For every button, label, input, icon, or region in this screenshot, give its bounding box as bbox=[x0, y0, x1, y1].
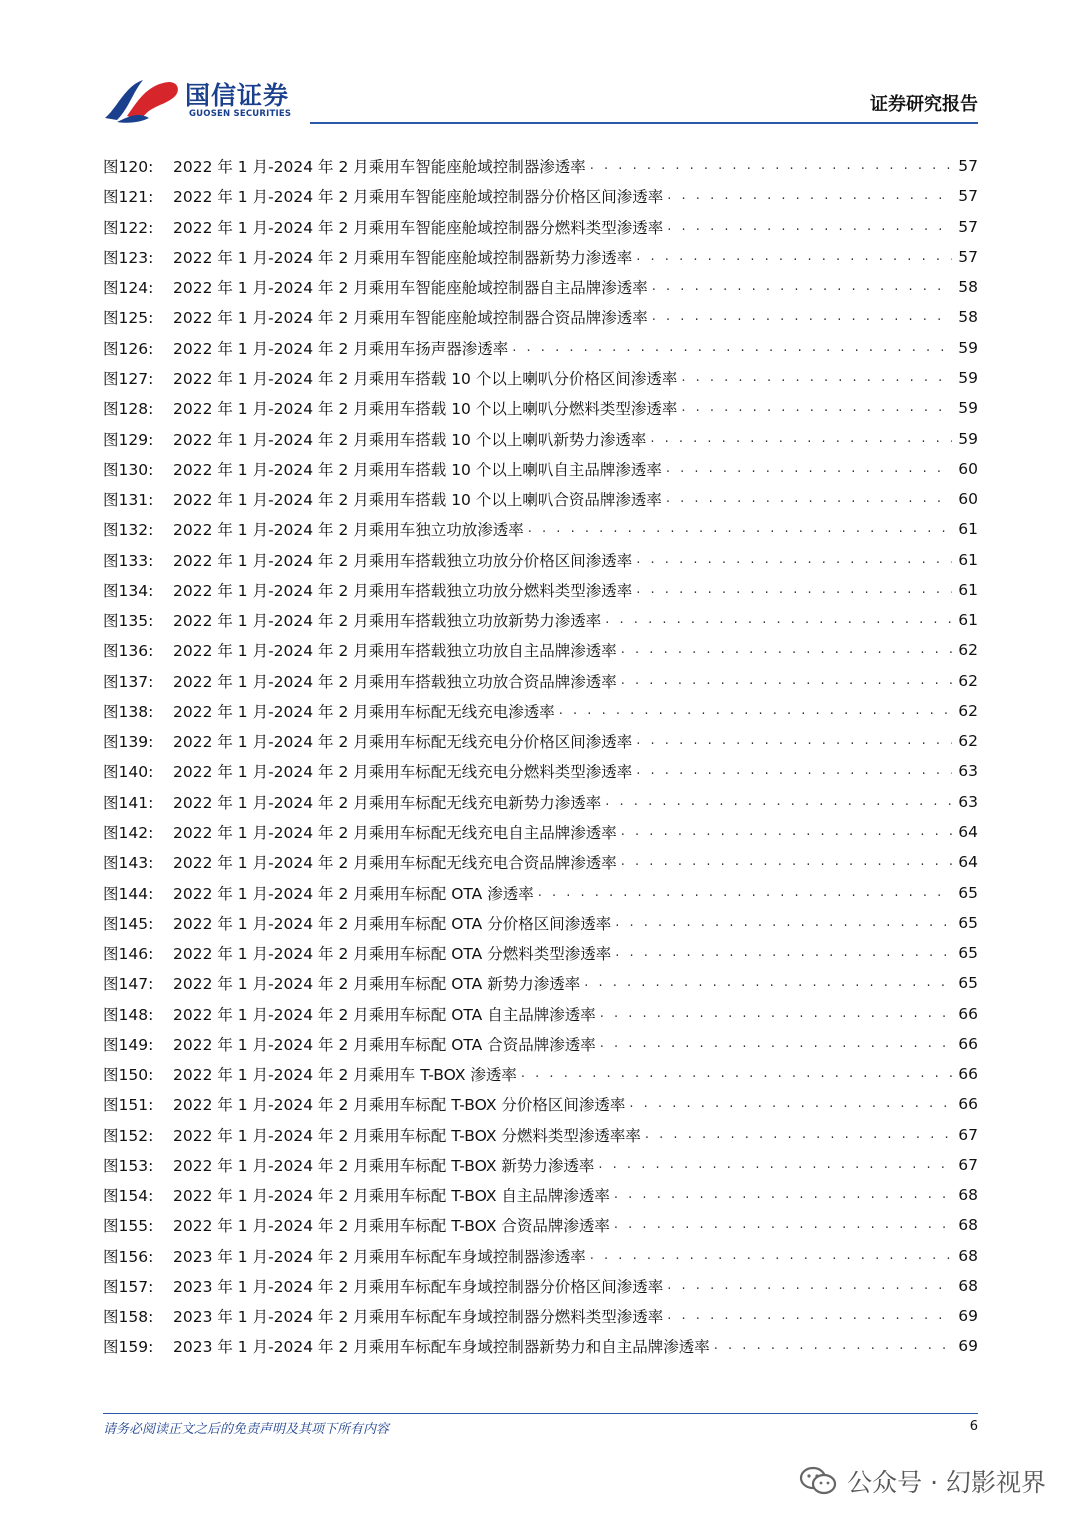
toc-page-number: 59 bbox=[958, 429, 978, 448]
toc-entry[interactable] bbox=[103, 212, 978, 242]
toc-figure-label: 图120: bbox=[103, 158, 154, 177]
toc-entry[interactable] bbox=[103, 454, 978, 484]
toc-figure-label: 图157: bbox=[103, 1277, 154, 1296]
toc-figure-title: 2022 年 1 月-2024 年 2 月乘用车标配无线充电渗透率 bbox=[173, 702, 555, 721]
toc-page-number: 58 bbox=[958, 308, 978, 327]
toc-figure-title: 2022 年 1 月-2024 年 2 月乘用车标配 OTA 自主品牌渗透率 bbox=[173, 1005, 596, 1024]
toc-figure-title: 2022 年 1 月-2024 年 2 月乘用车 T-BOX 渗透率 bbox=[173, 1066, 517, 1085]
toc-figure-label: 图125: bbox=[103, 309, 154, 328]
toc-figure-label: 图144: bbox=[103, 884, 154, 903]
toc-figure-label: 图141: bbox=[103, 793, 154, 812]
toc-entry[interactable] bbox=[103, 302, 978, 332]
toc-figure-title: 2022 年 1 月-2024 年 2 月乘用车搭载 10 个以上喇叭合资品牌渗透率 bbox=[173, 491, 662, 510]
toc-figure-label: 图131: bbox=[103, 491, 154, 510]
logo-text-cn: 国信证券 bbox=[185, 81, 290, 110]
toc-page-number: 68 bbox=[958, 1276, 978, 1295]
toc-entry[interactable] bbox=[103, 1029, 978, 1059]
toc-entry[interactable] bbox=[103, 575, 978, 605]
toc-figure-label: 图148: bbox=[103, 1005, 154, 1024]
toc-figure-label: 图158: bbox=[103, 1308, 154, 1327]
toc-dot-leader bbox=[681, 370, 952, 386]
toc-entry[interactable] bbox=[103, 514, 978, 544]
toc-page-number: 65 bbox=[958, 944, 978, 963]
toc-figure-title: 2022 年 1 月-2024 年 2 月乘用车搭载独立功放分燃料类型渗透率 bbox=[173, 581, 633, 600]
toc-figure-title: 2022 年 1 月-2024 年 2 月乘用车标配 T-BOX 新势力渗透率 bbox=[173, 1156, 595, 1175]
footer-divider bbox=[103, 1413, 978, 1414]
toc-figure-title: 2022 年 1 月-2024 年 2 月乘用车标配 OTA 渗透率 bbox=[173, 884, 534, 903]
toc-dot-leader bbox=[598, 1157, 952, 1173]
toc-figure-label: 图140: bbox=[103, 763, 154, 782]
toc-page-number: 64 bbox=[958, 822, 978, 841]
toc-dot-leader bbox=[590, 1248, 952, 1264]
toc-figure-label: 图136: bbox=[103, 642, 154, 661]
toc-figure-label: 图132: bbox=[103, 521, 154, 540]
toc-page-number: 67 bbox=[958, 1155, 978, 1174]
toc-figure-title: 2022 年 1 月-2024 年 2 月乘用车智能座舱域控制器自主品牌渗透率 bbox=[173, 279, 648, 298]
toc-dot-leader bbox=[615, 945, 952, 961]
toc-entry[interactable] bbox=[103, 756, 978, 786]
toc-dot-leader bbox=[621, 824, 952, 840]
toc-entry[interactable] bbox=[103, 696, 978, 726]
toc-figure-label: 图145: bbox=[103, 914, 154, 933]
toc-entry[interactable] bbox=[103, 1241, 978, 1271]
toc-page-number: 62 bbox=[958, 641, 978, 660]
watermark-text: 公众号 · 幻影视界 bbox=[847, 1468, 1046, 1497]
toc-figure-title: 2022 年 1 月-2024 年 2 月乘用车智能座舱域控制器渗透率 bbox=[173, 158, 586, 177]
toc-entry[interactable] bbox=[103, 423, 978, 453]
toc-dot-leader bbox=[636, 733, 952, 749]
toc-entry[interactable] bbox=[103, 484, 978, 514]
toc-entry[interactable] bbox=[103, 1150, 978, 1180]
toc-figure-label: 图147: bbox=[103, 975, 154, 994]
logo-text-en: GUOSEN SECURITIES bbox=[189, 109, 292, 119]
toc-figure-title: 2022 年 1 月-2024 年 2 月乘用车智能座舱域控制器新势力渗透率 bbox=[173, 248, 633, 267]
toc-figure-label: 图159: bbox=[103, 1338, 154, 1357]
toc-figure-title: 2022 年 1 月-2024 年 2 月乘用车标配 T-BOX 分价格区间渗透率 bbox=[173, 1096, 626, 1115]
toc-figure-label: 图139: bbox=[103, 733, 154, 752]
toc-figure-title: 2022 年 1 月-2024 年 2 月乘用车智能座舱域控制器合资品牌渗透率 bbox=[173, 309, 648, 328]
toc-entry[interactable] bbox=[103, 1120, 978, 1150]
toc-page-number: 69 bbox=[958, 1307, 978, 1326]
toc-page-number: 59 bbox=[958, 368, 978, 387]
toc-page-number: 57 bbox=[958, 187, 978, 206]
toc-dot-leader bbox=[605, 612, 952, 628]
toc-figure-title: 2022 年 1 月-2024 年 2 月乘用车搭载独立功放新势力渗透率 bbox=[173, 612, 602, 631]
toc-page-number: 68 bbox=[958, 1246, 978, 1265]
toc-figure-label: 图124: bbox=[103, 279, 154, 298]
toc-page-number: 66 bbox=[958, 1034, 978, 1053]
toc-entry[interactable] bbox=[103, 998, 978, 1028]
toc-dot-leader bbox=[584, 975, 952, 991]
toc-dot-leader bbox=[667, 219, 952, 235]
page-header bbox=[0, 0, 1080, 140]
toc-page-number: 59 bbox=[958, 399, 978, 418]
toc-figure-title: 2022 年 1 月-2024 年 2 月乘用车独立功放渗透率 bbox=[173, 521, 524, 540]
toc-dot-leader bbox=[667, 1278, 952, 1294]
toc-entry[interactable] bbox=[103, 666, 978, 696]
toc-page-number: 62 bbox=[958, 671, 978, 690]
toc-figure-title: 2022 年 1 月-2024 年 2 月乘用车搭载独立功放合资品牌渗透率 bbox=[173, 672, 617, 691]
toc-figure-label: 图146: bbox=[103, 945, 154, 964]
toc-dot-leader bbox=[559, 703, 952, 719]
toc-dot-leader bbox=[636, 552, 952, 568]
toc-dot-leader bbox=[521, 1066, 952, 1082]
page-number: 6 bbox=[969, 1419, 978, 1434]
toc-dot-leader bbox=[652, 309, 952, 325]
toc-figure-label: 图134: bbox=[103, 581, 154, 600]
toc-entry[interactable] bbox=[103, 605, 978, 635]
toc-dot-leader bbox=[605, 794, 952, 810]
toc-page-number: 57 bbox=[958, 247, 978, 266]
toc-figure-title: 2022 年 1 月-2024 年 2 月乘用车智能座舱域控制器分价格区间渗透率 bbox=[173, 188, 664, 207]
toc-page-number: 61 bbox=[958, 550, 978, 569]
toc-figure-label: 图129: bbox=[103, 430, 154, 449]
toc-page-number: 57 bbox=[958, 217, 978, 236]
toc-figure-label: 图155: bbox=[103, 1217, 154, 1236]
toc-dot-leader bbox=[512, 340, 952, 356]
toc-entry[interactable] bbox=[103, 242, 978, 272]
toc-dot-leader bbox=[590, 158, 952, 174]
toc-figure-title: 2022 年 1 月-2024 年 2 月乘用车智能座舱域控制器分燃料类型渗透率 bbox=[173, 218, 664, 237]
toc-dot-leader bbox=[629, 1096, 952, 1112]
toc-figure-title: 2022 年 1 月-2024 年 2 月乘用车标配 OTA 新势力渗透率 bbox=[173, 975, 581, 994]
toc-page-number: 62 bbox=[958, 701, 978, 720]
toc-entry[interactable] bbox=[103, 908, 978, 938]
toc-dot-leader bbox=[645, 1127, 952, 1143]
toc-page-number: 69 bbox=[958, 1337, 978, 1356]
toc-entry[interactable] bbox=[103, 817, 978, 847]
toc-entry[interactable] bbox=[103, 393, 978, 423]
toc-figure-title: 2022 年 1 月-2024 年 2 月乘用车搭载独立功放分价格区间渗透率 bbox=[173, 551, 633, 570]
toc-entry[interactable] bbox=[103, 968, 978, 998]
toc-page-number: 61 bbox=[958, 520, 978, 539]
toc-page-number: 63 bbox=[958, 762, 978, 781]
toc-page-number: 66 bbox=[958, 1095, 978, 1114]
toc-page-number: 66 bbox=[958, 1065, 978, 1084]
wechat-icon bbox=[799, 1466, 837, 1496]
toc-dot-leader bbox=[528, 521, 952, 537]
toc-entry[interactable] bbox=[103, 1271, 978, 1301]
company-logo bbox=[103, 74, 303, 124]
disclaimer-note: 请务必阅读正文之后的免责声明及其项下所有内容 bbox=[103, 1422, 390, 1437]
toc-entry[interactable] bbox=[103, 333, 978, 363]
toc-figure-title: 2022 年 1 月-2024 年 2 月乘用车标配 OTA 合资品牌渗透率 bbox=[173, 1035, 596, 1054]
toc-dot-leader bbox=[681, 400, 952, 416]
toc-figure-title: 2022 年 1 月-2024 年 2 月乘用车搭载 10 个以上喇叭分燃料类型渗透率 bbox=[173, 400, 678, 419]
toc-page-number: 67 bbox=[958, 1125, 978, 1144]
figure-index-list bbox=[103, 151, 978, 1362]
toc-figure-label: 图126: bbox=[103, 339, 154, 358]
toc-figure-label: 图156: bbox=[103, 1247, 154, 1266]
toc-figure-label: 图138: bbox=[103, 702, 154, 721]
toc-figure-label: 图128: bbox=[103, 400, 154, 419]
toc-entry[interactable] bbox=[103, 544, 978, 574]
watermark bbox=[799, 1463, 1046, 1499]
toc-dot-leader bbox=[614, 1217, 952, 1233]
toc-page-number: 65 bbox=[958, 883, 978, 902]
guosen-logo-icon bbox=[103, 76, 183, 124]
toc-figure-label: 图151: bbox=[103, 1096, 154, 1115]
toc-figure-title: 2022 年 1 月-2024 年 2 月乘用车搭载 10 个以上喇叭自主品牌渗透率 bbox=[173, 460, 662, 479]
toc-figure-title: 2022 年 1 月-2024 年 2 月乘用车标配无线充电分价格区间渗透率 bbox=[173, 733, 633, 752]
toc-page-number: 65 bbox=[958, 974, 978, 993]
toc-dot-leader bbox=[636, 763, 952, 779]
header-divider bbox=[310, 122, 978, 124]
toc-figure-title: 2022 年 1 月-2024 年 2 月乘用车搭载独立功放自主品牌渗透率 bbox=[173, 642, 617, 661]
toc-page-number: 68 bbox=[958, 1186, 978, 1205]
toc-entry[interactable] bbox=[103, 151, 978, 181]
toc-dot-leader bbox=[538, 885, 952, 901]
report-type-label: 证券研究报告 bbox=[870, 94, 978, 115]
toc-figure-label: 图135: bbox=[103, 612, 154, 631]
toc-figure-title: 2022 年 1 月-2024 年 2 月乘用车标配无线充电合资品牌渗透率 bbox=[173, 854, 617, 873]
toc-entry[interactable] bbox=[103, 635, 978, 665]
toc-figure-title: 2022 年 1 月-2024 年 2 月乘用车标配 OTA 分燃料类型渗透率 bbox=[173, 945, 612, 964]
toc-page-number: 60 bbox=[958, 490, 978, 509]
toc-page-number: 61 bbox=[958, 580, 978, 599]
toc-figure-label: 图143: bbox=[103, 854, 154, 873]
toc-figure-title: 2022 年 1 月-2024 年 2 月乘用车标配 T-BOX 合资品牌渗透率 bbox=[173, 1217, 610, 1236]
toc-dot-leader bbox=[650, 431, 952, 447]
toc-page-number: 59 bbox=[958, 338, 978, 357]
toc-figure-title: 2022 年 1 月-2024 年 2 月乘用车搭载 10 个以上喇叭分价格区间渗透率 bbox=[173, 369, 678, 388]
toc-figure-title: 2022 年 1 月-2024 年 2 月乘用车标配 OTA 分价格区间渗透率 bbox=[173, 914, 612, 933]
toc-dot-leader bbox=[614, 1187, 952, 1203]
toc-figure-title: 2022 年 1 月-2024 年 2 月乘用车标配 T-BOX 分燃料类型渗透率率 bbox=[173, 1126, 641, 1145]
toc-dot-leader bbox=[621, 854, 952, 870]
toc-entry[interactable] bbox=[103, 847, 978, 877]
toc-page-number: 58 bbox=[958, 278, 978, 297]
toc-dot-leader bbox=[636, 249, 952, 265]
toc-dot-leader bbox=[600, 1006, 952, 1022]
toc-dot-leader bbox=[714, 1338, 952, 1354]
toc-entry[interactable] bbox=[103, 1301, 978, 1331]
toc-figure-label: 图133: bbox=[103, 551, 154, 570]
toc-figure-title: 2022 年 1 月-2024 年 2 月乘用车标配无线充电自主品牌渗透率 bbox=[173, 823, 617, 842]
toc-entry[interactable] bbox=[103, 877, 978, 907]
toc-dot-leader bbox=[600, 1036, 952, 1052]
toc-figure-label: 图153: bbox=[103, 1156, 154, 1175]
toc-dot-leader bbox=[636, 582, 952, 598]
toc-dot-leader bbox=[621, 673, 952, 689]
toc-entry[interactable] bbox=[103, 1089, 978, 1119]
toc-figure-label: 图154: bbox=[103, 1187, 154, 1206]
toc-figure-title: 2023 年 1 月-2024 年 2 月乘用车标配车身域控制器分价格区间渗透率 bbox=[173, 1277, 664, 1296]
toc-figure-label: 图127: bbox=[103, 369, 154, 388]
toc-entry[interactable] bbox=[103, 1331, 978, 1361]
toc-figure-title: 2022 年 1 月-2024 年 2 月乘用车搭载 10 个以上喇叭新势力渗透率 bbox=[173, 430, 647, 449]
toc-figure-label: 图137: bbox=[103, 672, 154, 691]
toc-entry[interactable] bbox=[103, 938, 978, 968]
toc-dot-leader bbox=[666, 461, 952, 477]
toc-figure-label: 图152: bbox=[103, 1126, 154, 1145]
toc-entry[interactable] bbox=[103, 181, 978, 211]
toc-entry[interactable] bbox=[103, 1210, 978, 1240]
toc-entry[interactable] bbox=[103, 363, 978, 393]
toc-entry[interactable] bbox=[103, 1059, 978, 1089]
toc-dot-leader bbox=[615, 915, 952, 931]
toc-figure-title: 2022 年 1 月-2024 年 2 月乘用车标配 T-BOX 自主品牌渗透率 bbox=[173, 1187, 610, 1206]
toc-figure-title: 2022 年 1 月-2024 年 2 月乘用车标配无线充电新势力渗透率 bbox=[173, 793, 602, 812]
toc-page-number: 64 bbox=[958, 853, 978, 872]
toc-entry[interactable] bbox=[103, 1180, 978, 1210]
toc-figure-title: 2023 年 1 月-2024 年 2 月乘用车标配车身域控制器分燃料类型渗透率 bbox=[173, 1308, 664, 1327]
toc-figure-label: 图149: bbox=[103, 1035, 154, 1054]
toc-page-number: 57 bbox=[958, 157, 978, 176]
toc-figure-label: 图150: bbox=[103, 1066, 154, 1085]
toc-dot-leader bbox=[667, 1308, 952, 1324]
toc-figure-title: 2023 年 1 月-2024 年 2 月乘用车标配车身域控制器渗透率 bbox=[173, 1247, 586, 1266]
toc-figure-title: 2023 年 1 月-2024 年 2 月乘用车标配车身域控制器新势力和自主品牌渗透率 bbox=[173, 1338, 710, 1357]
toc-figure-label: 图142: bbox=[103, 823, 154, 842]
toc-figure-title: 2022 年 1 月-2024 年 2 月乘用车扬声器渗透率 bbox=[173, 339, 509, 358]
toc-page-number: 66 bbox=[958, 1004, 978, 1023]
toc-dot-leader bbox=[667, 188, 952, 204]
toc-dot-leader bbox=[652, 279, 952, 295]
toc-page-number: 65 bbox=[958, 913, 978, 932]
toc-dot-leader bbox=[666, 491, 952, 507]
toc-page-number: 62 bbox=[958, 732, 978, 751]
toc-figure-title: 2022 年 1 月-2024 年 2 月乘用车标配无线充电分燃料类型渗透率 bbox=[173, 763, 633, 782]
toc-dot-leader bbox=[621, 642, 952, 658]
toc-entry[interactable] bbox=[103, 726, 978, 756]
toc-figure-label: 图130: bbox=[103, 460, 154, 479]
toc-figure-label: 图121: bbox=[103, 188, 154, 207]
toc-page-number: 63 bbox=[958, 792, 978, 811]
toc-page-number: 68 bbox=[958, 1216, 978, 1235]
toc-figure-label: 图122: bbox=[103, 218, 154, 237]
toc-page-number: 61 bbox=[958, 611, 978, 630]
toc-page-number: 60 bbox=[958, 459, 978, 478]
toc-entry[interactable] bbox=[103, 272, 978, 302]
toc-entry[interactable] bbox=[103, 787, 978, 817]
toc-figure-label: 图123: bbox=[103, 248, 154, 267]
